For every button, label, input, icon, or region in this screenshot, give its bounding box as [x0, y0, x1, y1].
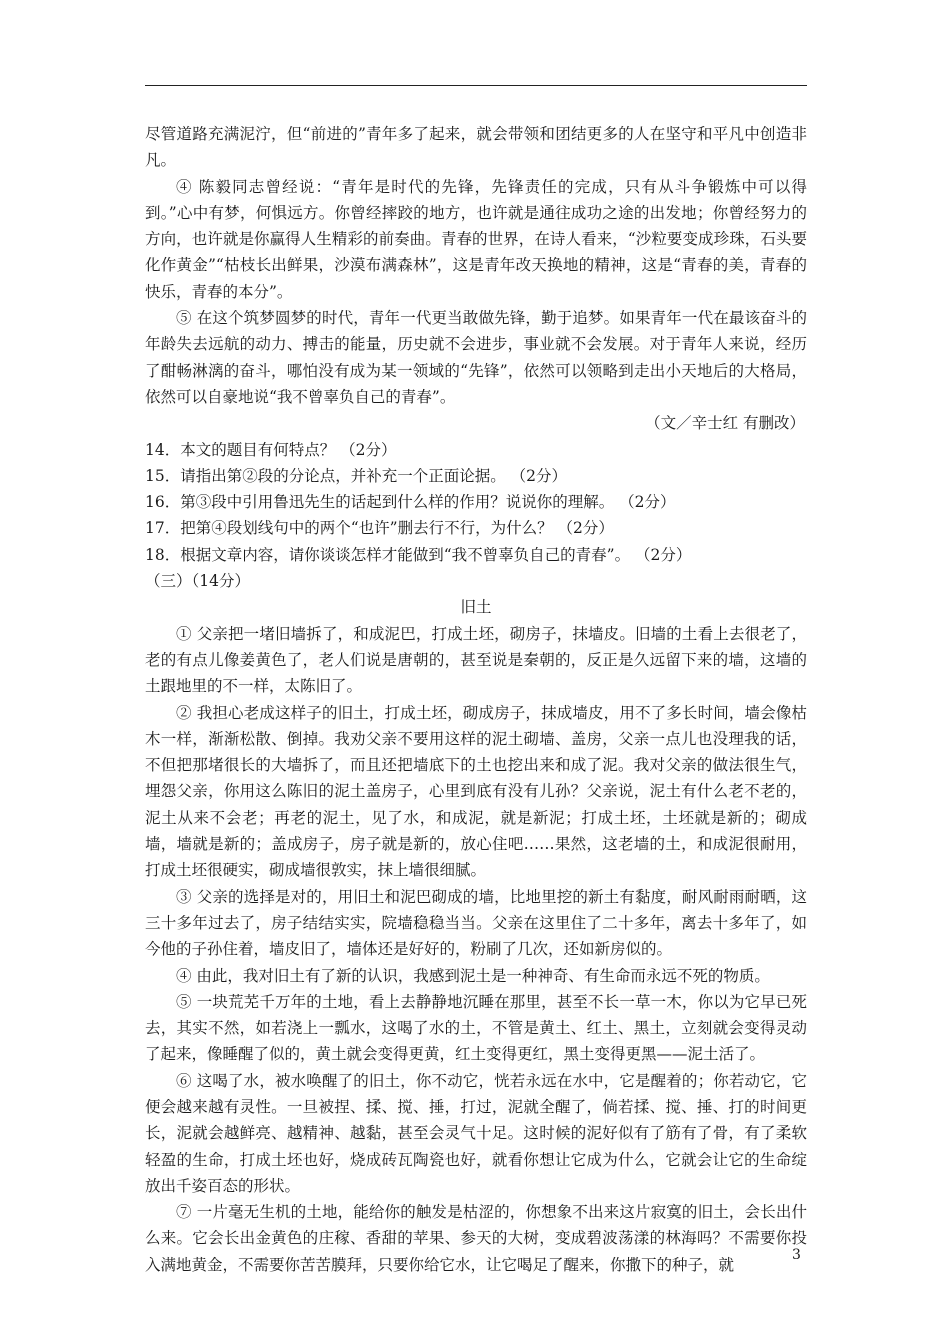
- section-header: （三）（14分）: [145, 572, 250, 591]
- story-paragraph-6: ⑥ 这喝了水，被水唤醒了的旧土，你不动它，恍若永远在水中，它是醒着的；你若动它，它便会越来越有灵性。一旦被捏、揉、搅、捶，打过，泥就全醒了，倘若揉、搅、捶、打的时间更长，泥就会越鲜亮、越精神、越黏，甚至会灵气十足。这时候的泥好似有了筋有了骨，有了柔软轻盈的生命，打成土坯也好，烧成砖瓦陶瓷也好，就看你想让它成为什么，它就会让它的生命绽放出千姿百态的形状。: [145, 1071, 807, 1195]
- story-paragraph-4: ④ 由此，我对旧土有了新的认识，我感到泥土是一种神奇、有生命而永远不死的物质。: [176, 966, 770, 985]
- paragraph-continuation: 尽管道路充满泥泞，但“前进的”青年多了起来，就会带领和团结更多的人在坚守和平凡中创造非凡。: [145, 125, 807, 170]
- story-paragraph-2: ② 我担心老成这样子的旧土，打成土坯，砌成房子，抹成墙皮，用不了多长时间，墙会像枯木一样，渐渐松散、倒掉。我劝父亲不要用这样的泥土砌墙、盖房，父亲一点儿也没理我的话，不但把那堵很长的大墙拆了，而且还把墙底下的土也挖出来和成了泥。我对父亲的做法很生气，埋怨父亲，你用这么陈旧的泥土盖房子，心里到底有没有儿孙？父亲说，泥土有什么老不老的，泥土从来不会老；再老的泥土，见了水，和成泥，就是新泥；打成土坯，土坯就是新的；砌成墙，墙就是新的；盖成房子，房子就是新的，放心住吧……果然，这老墙的土，和成泥很耐用，打成土坯很硬实，砌成墙很敦实，抹上墙很细腻。: [145, 703, 807, 880]
- story-paragraph-7: ⑦ 一片毫无生机的土地，能给你的触发是枯涩的，你想象不出来这片寂寞的旧土，会长出什么来。它会长出金黄色的庄稼、香甜的苹果、参天的大树，变成碧波荡漾的林海吗？不需要你投入满地黄金，不需要你苦苦膜拜，只要你给它水，让它喝足了醒来，你撒下的种子，就: [145, 1203, 807, 1274]
- question-18: 18．根据文章内容，请你谈谈怎样才能做到“我不曾辜负自己的青春”。 （2分）: [145, 545, 692, 564]
- page-number: 3: [792, 1247, 801, 1263]
- document-body: [145, 121, 807, 1278]
- question-17: 17．把第④段划线句中的两个“也许”删去行不行，为什么？ （2分）: [145, 519, 614, 538]
- question-16: 16．第③段中引用鲁迅先生的话起到什么样的作用？说说你的理解。 （2分）: [145, 493, 676, 512]
- paragraph-4: ④ 陈毅同志曾经说：“青年是时代的先锋，先锋责任的完成，只有从斗争锻炼中可以得到。”心中有梦，何惧远方。你曾经摔跤的地方，也许就是通往成功之途的出发地；你曾经努力的方向，也许就是你赢得人生精彩的前奏曲。青春的世界，在诗人看来，“沙粒要变成珍珠，石头要化作黄金”“枯枝长出鲜果，沙漠布满森林”，这是青年改天换地的精神，这是“青春的美，青春的快乐，青春的本分”。: [145, 177, 807, 301]
- paragraph-5: ⑤ 在这个筑梦圆梦的时代，青年一代更当敢做先锋，勤于追梦。如果青年一代在最该奋斗的年龄失去远航的动力、搏击的能量，历史就不会进步，事业就不会发展。对于青年人来说，经历了酣畅淋漓的奋斗，哪怕没有成为某一领域的“先锋”，依然可以领略到走出小天地后的大格局，依然可以自豪地说“我不曾辜负自己的青春”。: [145, 309, 807, 406]
- story-paragraph-3: ③ 父亲的选择是对的，用旧土和泥巴砌成的墙，比地里挖的新土有黏度，耐风耐雨耐晒，这三十多年过去了，房子结结实实，院墙稳稳当当。父亲在这里住了二十多年，离去十多年了，如今他的子孙住着，墙皮旧了，墙体还是好好的，粉刷了几次，还如新房似的。: [145, 887, 807, 959]
- story-paragraph-5: ⑤ 一块荒芜千万年的土地，看上去静静地沉睡在那里，甚至不长一草一木，你以为它早已死去，其实不然，如若浇上一瓢水，这喝了水的土，不管是黄土、红土、黑土，立刻就会变得灵动了起来，像睡醒了似的，黄土就会变得更黄，红土变得更红，黑土变得更黑——泥土活了。: [145, 992, 807, 1064]
- question-15: 15．请指出第②段的分论点，并补充一个正面论据。 （2分）: [145, 466, 568, 485]
- source-citation: （文／辛士红 有删改）: [645, 414, 805, 433]
- header-rule: [145, 85, 807, 86]
- story-paragraph-1: ① 父亲把一堵旧墙拆了，和成泥巴，打成土坯，砌房子，抹墙皮。旧墙的土看上去很老了，老的有点儿像姜黄色了，老人们说是唐朝的，甚至说是秦朝的，反正是久远留下来的墙，这墙的土跟地里的不一样，太陈旧了。: [145, 624, 807, 696]
- question-14: 14．本文的题目有何特点？ （2分）: [145, 440, 397, 459]
- story-title: 旧土: [460, 598, 492, 617]
